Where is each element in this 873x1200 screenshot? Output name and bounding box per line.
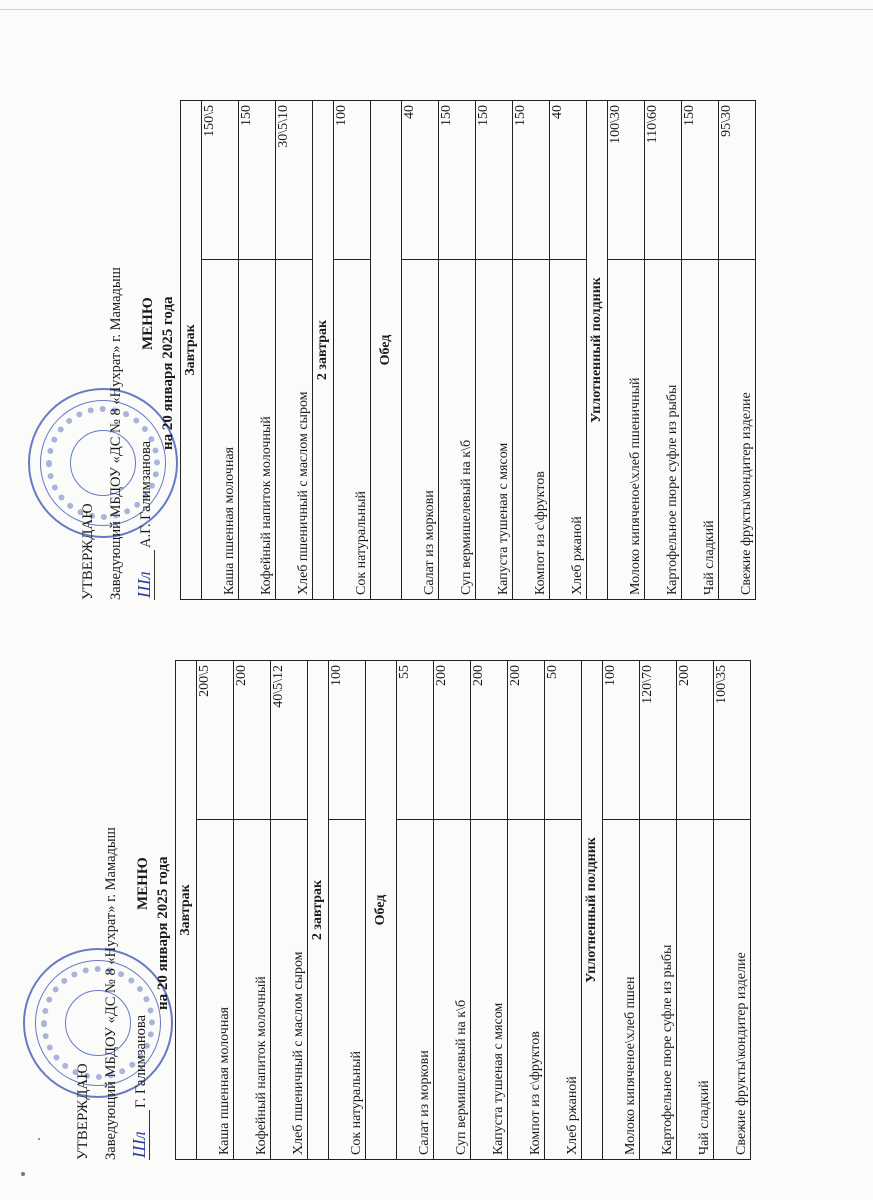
- menu-row: [513, 101, 550, 600]
- meal-section-label: 2 завтрак: [308, 661, 329, 1160]
- dish-name: Свежие фрукты\кондитер изделие: [714, 820, 751, 1160]
- menu-row: [234, 661, 271, 1160]
- portion-size: 200: [434, 661, 471, 820]
- meal-section-label: Завтрак: [176, 661, 197, 1160]
- menu-title: МЕНЮ: [135, 857, 151, 910]
- dish-name: Компот из с\фруктов: [513, 260, 550, 600]
- dish-name: Чай сладкий: [682, 260, 719, 600]
- portion-size: 200: [677, 661, 714, 820]
- menu-row: [677, 661, 714, 1160]
- dish-name: Свежие фрукты\кондитер изделие: [719, 260, 756, 600]
- signer-name: А.Г. Галимзанова: [138, 440, 154, 548]
- meal-section-row: [587, 101, 608, 600]
- dish-name: Картофельное пюре суфле из рыбы: [640, 820, 677, 1160]
- menu-row: [197, 661, 234, 1160]
- menu-row: [402, 101, 439, 600]
- menu-row: [271, 661, 308, 1160]
- menu-document-right: [80, 100, 754, 600]
- menu-table: [175, 660, 751, 1160]
- portion-size: 200: [234, 661, 271, 820]
- menu-row: [434, 661, 471, 1160]
- dish-name: Сок натуральный: [334, 260, 371, 600]
- menu-row: [202, 101, 239, 600]
- menu-row: [714, 661, 751, 1160]
- portion-size: 100: [329, 661, 366, 820]
- menu-row: [719, 101, 756, 600]
- menu-row: [645, 101, 682, 600]
- menu-row: [334, 101, 371, 600]
- dish-name: Салат из моркови: [397, 820, 434, 1160]
- portion-size: 200: [508, 661, 545, 820]
- portion-size: 40\5\12: [271, 661, 308, 820]
- portion-size: 120\70: [640, 661, 677, 820]
- portion-size: 200: [471, 661, 508, 820]
- meal-section-label: Уплотненный полдник: [582, 661, 603, 1160]
- portion-size: 150: [682, 101, 719, 260]
- portion-size: 40: [402, 101, 439, 260]
- signature-icon: Шл: [134, 571, 154, 598]
- round-stamp-icon: [23, 948, 173, 1098]
- dish-name: Капуста тушеная с мясом: [471, 820, 508, 1160]
- meal-section-label: Обед: [371, 101, 402, 600]
- meal-section-row: [371, 101, 402, 600]
- head-line: Заведующий МБДОУ «ДС № 8 «Нухрат» г. Мамадыш: [108, 267, 124, 600]
- menu-row: [397, 661, 434, 1160]
- dish-name: Суп вермишелевый на к\б: [434, 820, 471, 1160]
- menu-row: [239, 101, 276, 600]
- menu-row: [439, 101, 476, 600]
- meal-section-row: [366, 661, 397, 1160]
- meal-section-row: [308, 661, 329, 1160]
- dish-name: Чай сладкий: [677, 820, 714, 1160]
- menu-date: на 20 января 2025 года: [160, 296, 176, 450]
- dish-name: Каша пшенная молочная: [197, 820, 234, 1160]
- dish-name: Капуста тушеная с мясом: [476, 260, 513, 600]
- dish-name: Молоко кипяченое\хлеб пшен: [603, 820, 640, 1160]
- menu-row: [276, 101, 313, 600]
- dish-name: Сок натуральный: [329, 820, 366, 1160]
- scan-edge-line: [0, 9, 873, 10]
- meal-section-label: 2 завтрак: [313, 101, 334, 600]
- meal-section-label: Уплотненный полдник: [587, 101, 608, 600]
- menu-row: [608, 101, 645, 600]
- approve-label: УТВЕРЖДАЮ: [75, 1063, 91, 1160]
- portion-size: 100\30: [608, 101, 645, 260]
- portion-size: 50: [545, 661, 582, 820]
- menu-date: на 20 января 2025 года: [155, 856, 171, 1010]
- dish-name: Хлеб ржаной: [550, 260, 587, 600]
- dish-name: Кофейный напиток молочный: [234, 820, 271, 1160]
- menu-row: [508, 661, 545, 1160]
- menu-document-left: [75, 660, 749, 1160]
- menu-row: [329, 661, 366, 1160]
- dish-name: Кофейный напиток молочный: [239, 260, 276, 600]
- portion-size: 150: [239, 101, 276, 260]
- portion-size: 100: [334, 101, 371, 260]
- meal-section-label: Завтрак: [181, 101, 202, 600]
- dish-name: Суп вермишелевый на к\б: [439, 260, 476, 600]
- scan-speck: [38, 1138, 40, 1140]
- portion-size: 150: [476, 101, 513, 260]
- portion-size: 110\60: [645, 101, 682, 260]
- meal-section-row: [313, 101, 334, 600]
- dish-name: Хлеб пшеничный с маслом сыром: [271, 820, 308, 1160]
- portion-size: 150\5: [202, 101, 239, 260]
- dish-name: Каша пшенная молочная: [202, 260, 239, 600]
- round-stamp-icon: [28, 388, 178, 538]
- dish-name: Хлеб ржаной: [545, 820, 582, 1160]
- portion-size: 95\30: [719, 101, 756, 260]
- signature-icon: Шл: [129, 1131, 149, 1158]
- dish-name: Салат из моркови: [402, 260, 439, 600]
- portion-size: 100: [603, 661, 640, 820]
- menu-row: [471, 661, 508, 1160]
- menu-row: [476, 101, 513, 600]
- signature-line: [149, 1110, 150, 1160]
- approve-label: УТВЕРЖДАЮ: [80, 503, 96, 600]
- menu-row: [550, 101, 587, 600]
- portion-size: 150: [513, 101, 550, 260]
- dish-name: Хлеб пшеничный с маслом сыром: [276, 260, 313, 600]
- meal-section-row: [582, 661, 603, 1160]
- meal-section-row: [181, 101, 202, 600]
- dish-name: Картофельное пюре суфле из рыбы: [645, 260, 682, 600]
- portion-size: 200\5: [197, 661, 234, 820]
- menu-row: [603, 661, 640, 1160]
- menu-row: [545, 661, 582, 1160]
- head-line: Заведующий МБДОУ «ДС № 8 «Нухрат» г. Мамадыш: [103, 827, 119, 1160]
- portion-size: 100\35: [714, 661, 751, 820]
- scan-speck: [21, 1172, 25, 1176]
- portion-size: 40: [550, 101, 587, 260]
- signer-name: Г. Галимзанова: [133, 1014, 149, 1108]
- portion-size: 55: [397, 661, 434, 820]
- portion-size: 150: [439, 101, 476, 260]
- signature-line: [154, 550, 155, 600]
- menu-title: МЕНЮ: [140, 297, 156, 350]
- menu-row: [682, 101, 719, 600]
- portion-size: 30\5\10: [276, 101, 313, 260]
- dish-name: Молоко кипяченое\хлеб пшеничный: [608, 260, 645, 600]
- meal-section-label: Обед: [366, 661, 397, 1160]
- dish-name: Компот из с\фруктов: [508, 820, 545, 1160]
- meal-section-row: [176, 661, 197, 1160]
- menu-table: [180, 100, 756, 600]
- menu-row: [640, 661, 677, 1160]
